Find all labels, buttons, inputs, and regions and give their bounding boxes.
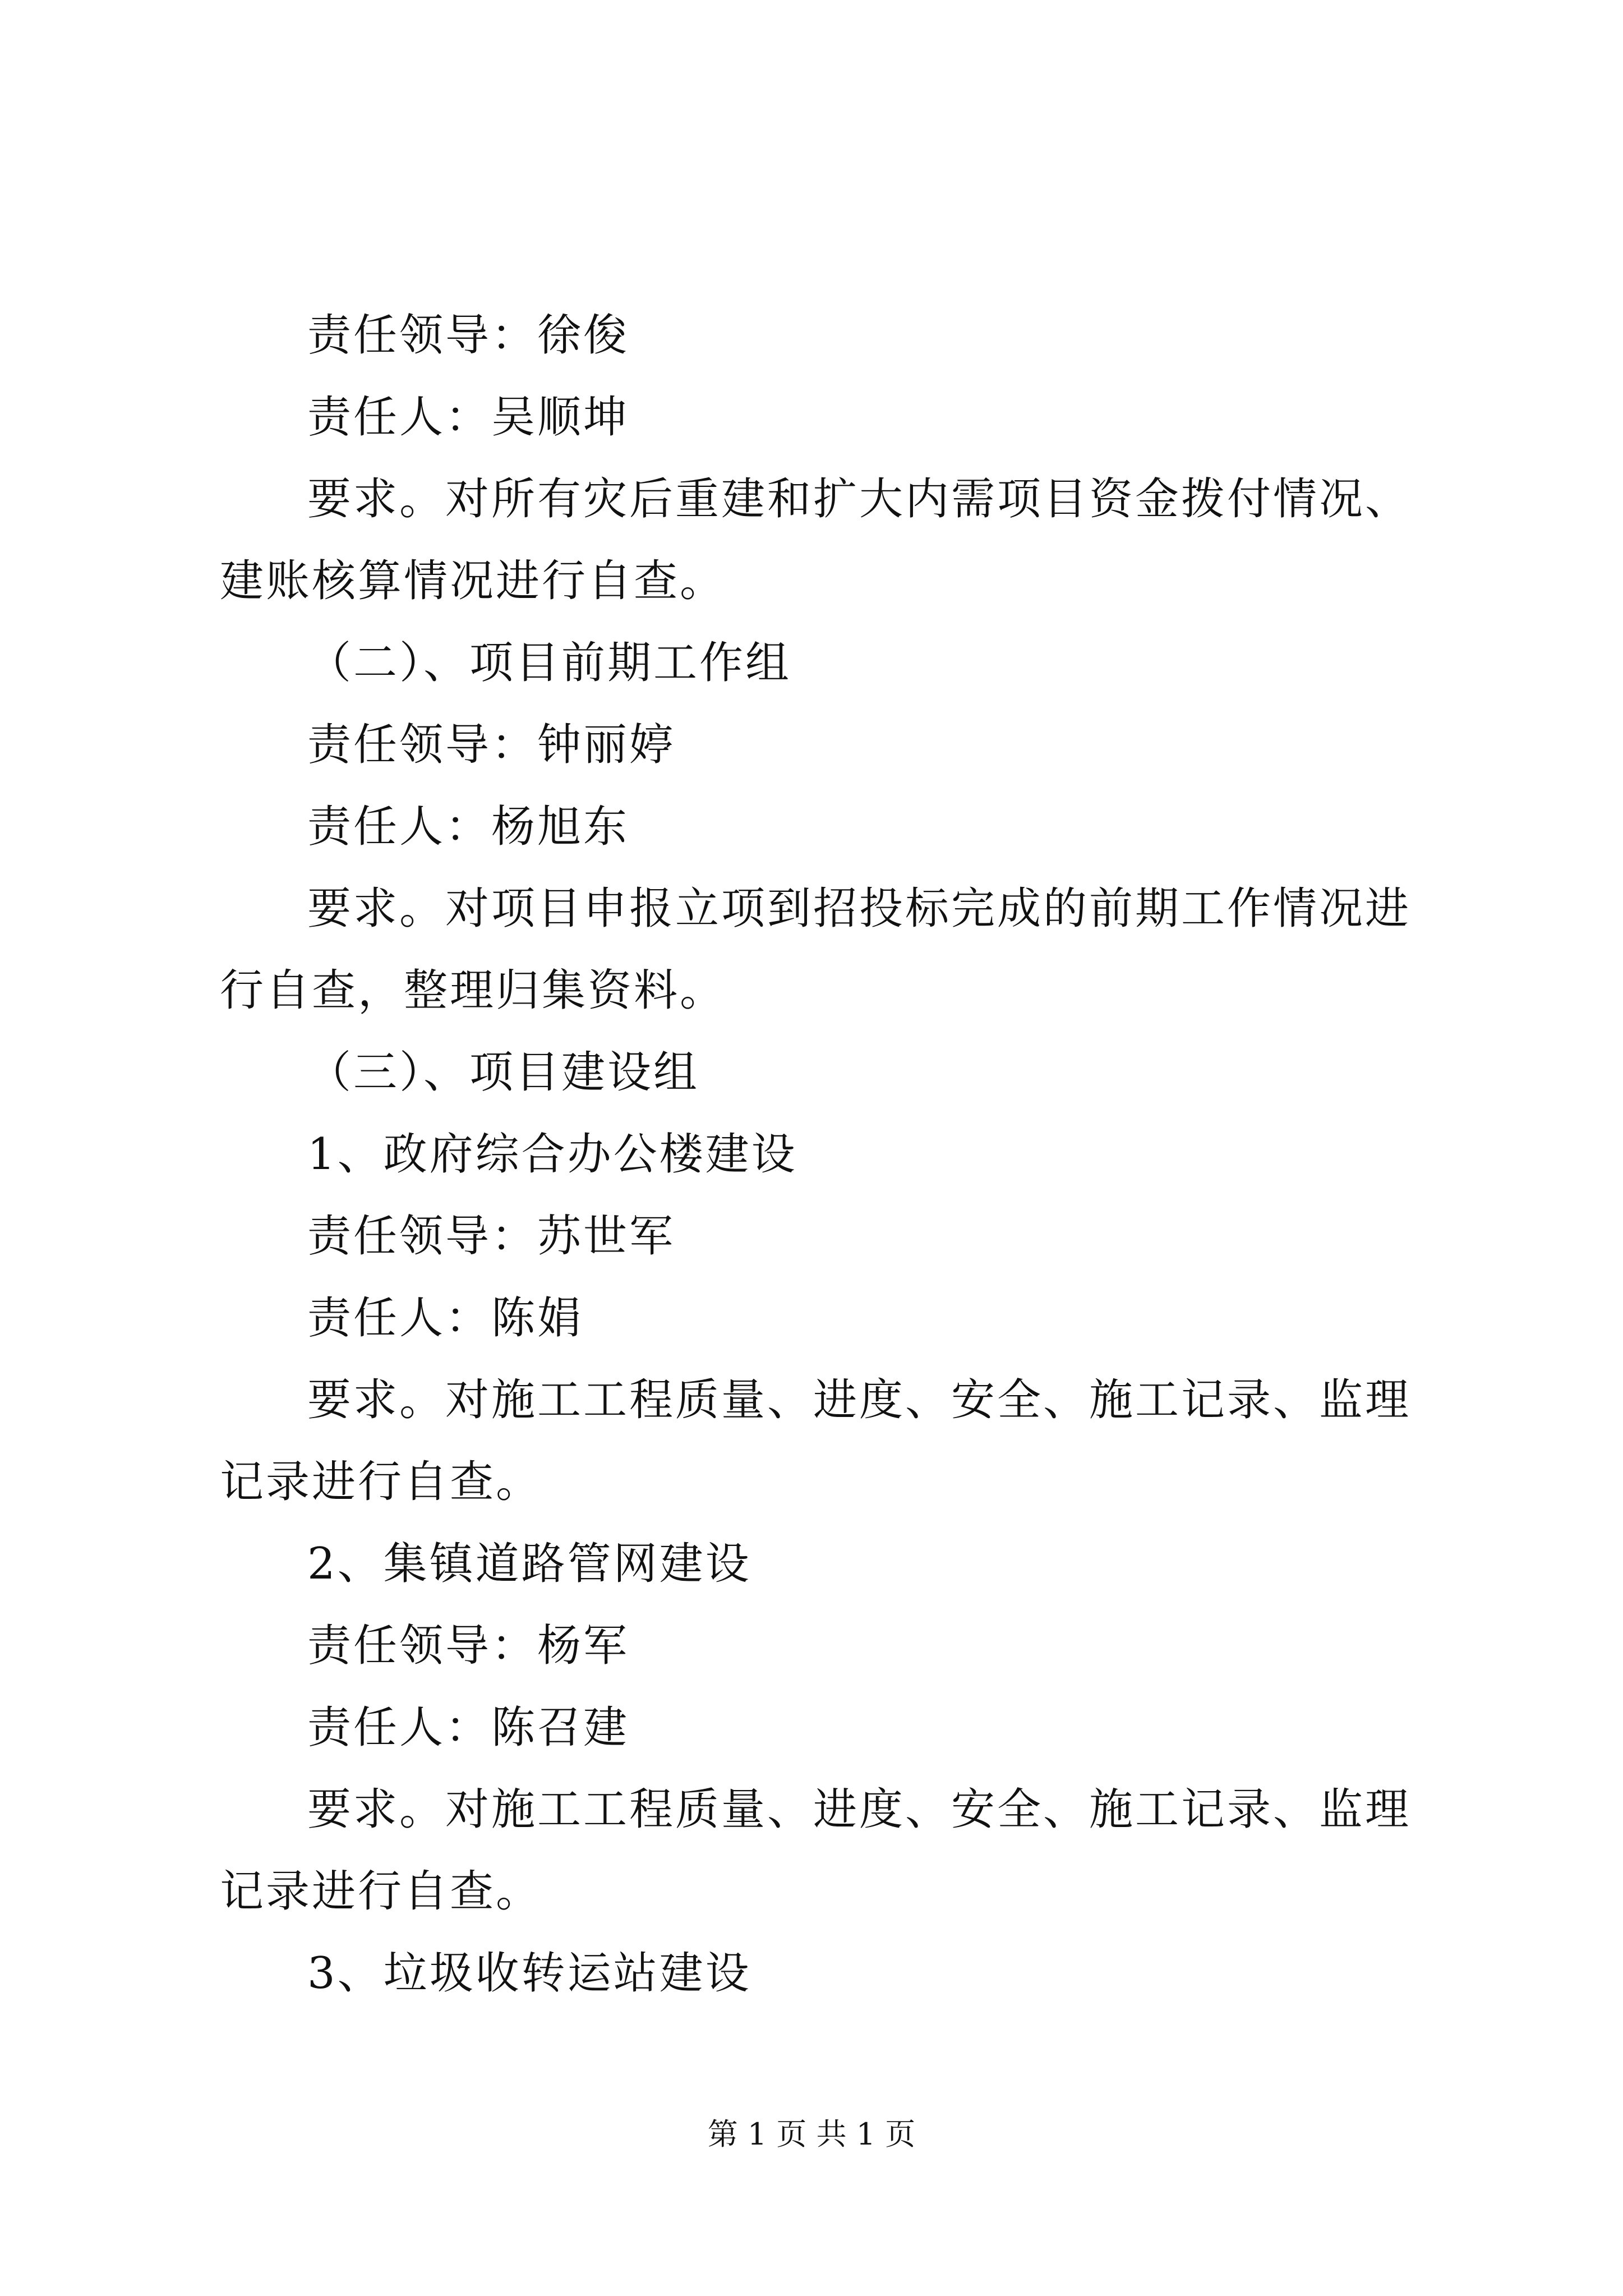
paragraph-requirement-4: 要求。对施工工程质量、进度、安全、施工记录、监理记录进行自查。 bbox=[220, 1784, 1412, 1917]
paragraph-responsible-person-2: 责任人：杨旭东 bbox=[307, 802, 630, 852]
subsection-heading-2: 2、集镇道路管网建设 bbox=[307, 1539, 751, 1589]
paragraph-responsible-leader-4: 责任领导：杨军 bbox=[307, 1621, 630, 1671]
paragraph-responsible-person-4: 责任人：陈召建 bbox=[307, 1703, 630, 1753]
document-body bbox=[220, 295, 1431, 2014]
paragraph-responsible-leader-2: 责任领导：钟丽婷 bbox=[307, 720, 676, 770]
paragraph-responsible-leader-1: 责任领导：徐俊 bbox=[307, 310, 630, 361]
subsection-heading-3: 3、垃圾收转运站建设 bbox=[307, 1948, 751, 1999]
paragraph-responsible-person-3: 责任人：陈娟 bbox=[307, 1293, 584, 1343]
section-heading-3: （三）、项目建设组 bbox=[307, 1047, 700, 1098]
paragraph-responsible-person-1: 责任人：吴顺坤 bbox=[307, 392, 630, 443]
paragraph-requirement-2: 要求。对项目申报立项到招投标完成的前期工作情况进行自查，整理归集资料。 bbox=[220, 884, 1412, 1016]
paragraph-requirement-1: 要求。对所有灾后重建和扩大内需项目资金拨付情况、建账核算情况进行自查。 bbox=[220, 474, 1412, 606]
paragraph-requirement-3: 要求。对施工工程质量、进度、安全、施工记录、监理记录进行自查。 bbox=[220, 1375, 1412, 1507]
page-footer: 第 1 页 共 1 页 bbox=[707, 2116, 916, 2152]
paragraph-responsible-leader-3: 责任领导：苏世军 bbox=[307, 1211, 676, 1262]
section-heading-2: （二）、项目前期工作组 bbox=[307, 638, 792, 688]
subsection-heading-1: 1、政府综合办公楼建设 bbox=[307, 1129, 797, 1180]
